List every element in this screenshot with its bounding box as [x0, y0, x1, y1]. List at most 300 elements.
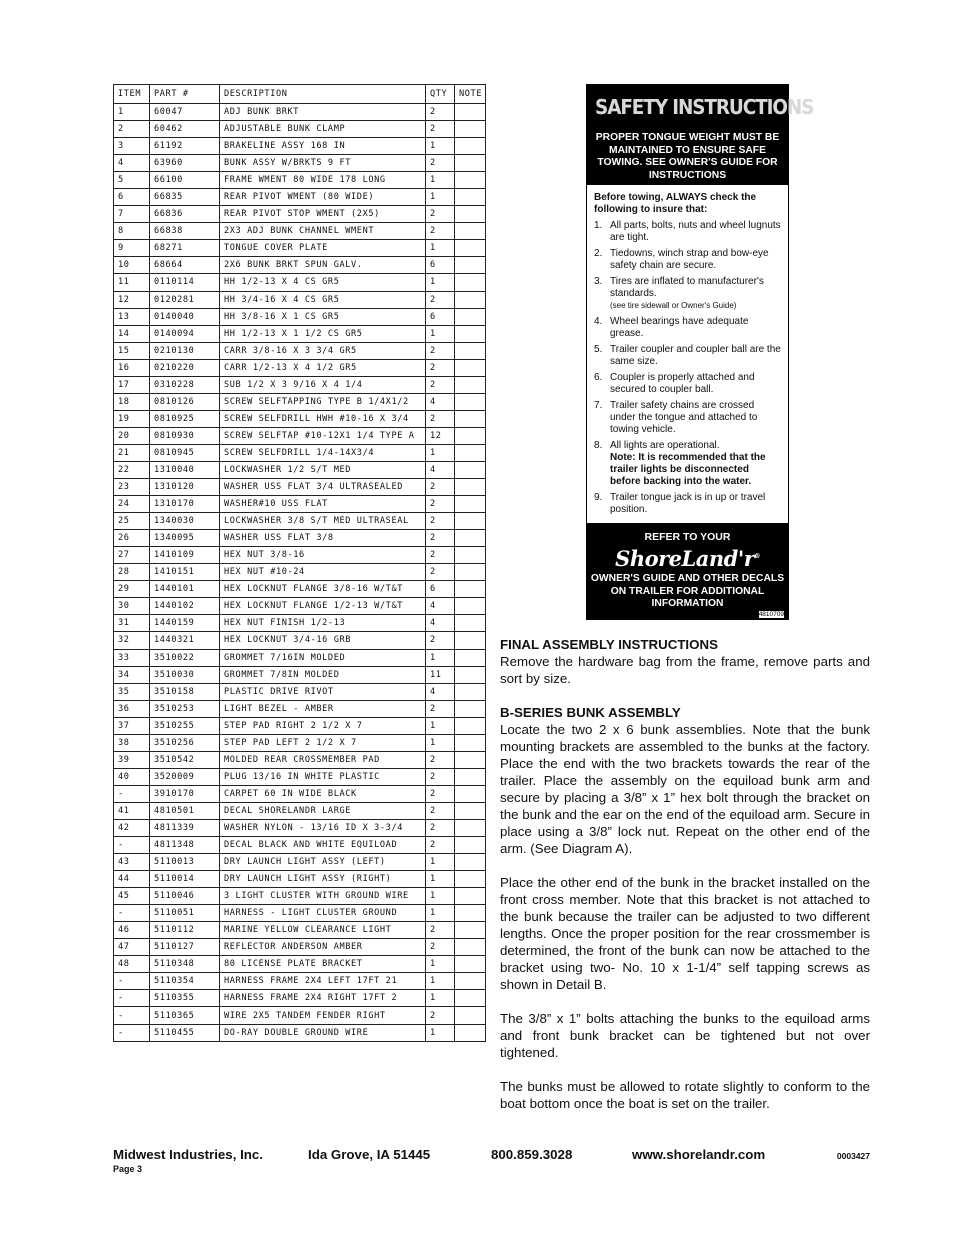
- cell-note: [455, 922, 486, 939]
- cell-item: 17: [114, 376, 150, 393]
- cell-description: ADJ BUNK BRKT: [220, 104, 426, 121]
- cell-part-number: 63960: [150, 155, 220, 172]
- cell-item: 10: [114, 257, 150, 274]
- cell-item: 24: [114, 496, 150, 513]
- cell-item: 5: [114, 172, 150, 189]
- cell-qty: 6: [426, 581, 455, 598]
- cell-description: TONGUE COVER PLATE: [220, 240, 426, 257]
- cell-description: MOLDED REAR CROSSMEMBER PAD: [220, 751, 426, 768]
- table-row: [114, 683, 486, 700]
- table-row: [114, 973, 486, 990]
- cell-part-number: 5110354: [150, 973, 220, 990]
- safety-header: [587, 85, 814, 185]
- cell-qty: 2: [426, 513, 455, 530]
- cell-description: HARNESS - LIGHT CLUSTER GROUND: [220, 905, 426, 922]
- table-row: [114, 802, 486, 819]
- cell-description: ADJUSTABLE BUNK CLAMP: [220, 121, 426, 138]
- document-number: 0003427: [836, 1151, 870, 1161]
- cell-part-number: 5110127: [150, 939, 220, 956]
- cell-qty: 2: [426, 768, 455, 785]
- cell-item: 23: [114, 479, 150, 496]
- cell-part-number: 1440159: [150, 615, 220, 632]
- cell-note: [455, 410, 486, 427]
- cell-part-number: 3910170: [150, 785, 220, 802]
- cell-note: [455, 376, 486, 393]
- cell-note: [455, 973, 486, 990]
- cell-part-number: 5110112: [150, 922, 220, 939]
- table-row: [114, 922, 486, 939]
- cell-part-number: 0810930: [150, 427, 220, 444]
- safety-item: 9. Trailer tongue jack is in up or travel position.: [594, 492, 766, 515]
- cell-description: DECAL SHORELANDR LARGE: [220, 802, 426, 819]
- table-row: [114, 888, 486, 905]
- table-row: [114, 410, 486, 427]
- table-row: [114, 871, 486, 888]
- cell-description: HEX LOCKNUT FLANGE 3/8-16 W/T&T: [220, 581, 426, 598]
- cell-note: [455, 359, 486, 376]
- cell-note: [455, 479, 486, 496]
- table-row: [114, 990, 486, 1007]
- cell-note: [455, 768, 486, 785]
- cell-part-number: 5110455: [150, 1024, 220, 1041]
- cell-qty: 1: [426, 240, 455, 257]
- cell-qty: 1: [426, 649, 455, 666]
- cell-qty: 2: [426, 206, 455, 223]
- cell-qty: 1: [426, 444, 455, 461]
- cell-qty: 2: [426, 837, 455, 854]
- table-row: [114, 274, 486, 291]
- cell-note: [455, 257, 486, 274]
- cell-note: [455, 598, 486, 615]
- cell-description: STEP PAD RIGHT 2 1/2 X 7: [220, 717, 426, 734]
- cell-note: [455, 172, 486, 189]
- cell-description: CARR 1/2-13 X 4 1/2 GR5: [220, 359, 426, 376]
- cell-note: [455, 871, 486, 888]
- cell-item: 48: [114, 956, 150, 973]
- cell-part-number: 1310120: [150, 479, 220, 496]
- cell-note: [455, 223, 486, 240]
- cell-description: REFLECTOR ANDERSON AMBER: [220, 939, 426, 956]
- cell-note: [455, 564, 486, 581]
- header-description: DESCRIPTION: [220, 85, 426, 104]
- cell-item: 25: [114, 513, 150, 530]
- refer-label: REFER TO YOUR: [644, 531, 731, 543]
- cell-part-number: 3520009: [150, 768, 220, 785]
- cell-qty: 1: [426, 888, 455, 905]
- cell-qty: 4: [426, 598, 455, 615]
- cell-note: [455, 138, 486, 155]
- table-row: [114, 1007, 486, 1024]
- cell-part-number: 0140040: [150, 308, 220, 325]
- table-row: [114, 444, 486, 461]
- table-row: [114, 291, 486, 308]
- safety-body: [587, 185, 788, 523]
- cell-item: 46: [114, 922, 150, 939]
- cell-description: 2X6 BUNK BRKT SPUN GALV.: [220, 257, 426, 274]
- cell-part-number: 0210130: [150, 342, 220, 359]
- cell-description: REAR PIVOT WMENT (80 WIDE): [220, 189, 426, 206]
- cell-note: [455, 956, 486, 973]
- cell-part-number: 60047: [150, 104, 220, 121]
- table-row: [114, 308, 486, 325]
- cell-qty: 1: [426, 717, 455, 734]
- cell-note: [455, 888, 486, 905]
- cell-description: HEX LOCKNUT 3/4-16 GRB: [220, 632, 426, 649]
- cell-part-number: 0110114: [150, 274, 220, 291]
- table-row: [114, 819, 486, 836]
- cell-part-number: 0810945: [150, 444, 220, 461]
- table-row: [114, 632, 486, 649]
- cell-note: [455, 990, 486, 1007]
- final-assembly-text: Remove the hardware bag from the frame, remove parts and sort by size.: [500, 654, 870, 686]
- table-row: [114, 325, 486, 342]
- cell-note: [455, 819, 486, 836]
- cell-note: [455, 837, 486, 854]
- cell-item: 12: [114, 291, 150, 308]
- cell-part-number: 5110355: [150, 990, 220, 1007]
- cell-part-number: 0210220: [150, 359, 220, 376]
- cell-item: -: [114, 837, 150, 854]
- cell-description: HH 3/8-16 X 1 CS GR5: [220, 308, 426, 325]
- safety-item: 2. Tiedowns, winch strap and bow-eye safety chain are secure.: [594, 248, 769, 271]
- cell-note: [455, 802, 486, 819]
- cell-qty: 1: [426, 854, 455, 871]
- safety-item: 1. All parts, bolts, nuts and wheel lugnuts are tight.: [594, 220, 781, 243]
- cell-qty: 11: [426, 666, 455, 683]
- cell-note: [455, 393, 486, 410]
- cell-item: 20: [114, 427, 150, 444]
- table-row: [114, 138, 486, 155]
- decal-code: 4810709: [758, 611, 784, 618]
- cell-item: -: [114, 1024, 150, 1041]
- header-note: NOTE: [455, 85, 486, 104]
- cell-description: HEX NUT #10-24: [220, 564, 426, 581]
- cell-part-number: 0810925: [150, 410, 220, 427]
- cell-item: 35: [114, 683, 150, 700]
- cell-note: [455, 1024, 486, 1041]
- parts-table-header: [114, 85, 486, 104]
- cell-note: [455, 325, 486, 342]
- cell-qty: 6: [426, 257, 455, 274]
- cell-part-number: 5110365: [150, 1007, 220, 1024]
- lights-note: Note: It is recommended that the trailer lights be disconnected before backing into the water.: [610, 452, 766, 487]
- cell-description: 3 LIGHT CLUSTER WITH GROUND WIRE: [220, 888, 426, 905]
- cell-note: [455, 308, 486, 325]
- cell-qty: 2: [426, 359, 455, 376]
- cell-description: SCREW SELFTAP #10-12X1 1/4 TYPE A: [220, 427, 426, 444]
- cell-note: [455, 206, 486, 223]
- cell-qty: 2: [426, 785, 455, 802]
- cell-note: [455, 121, 486, 138]
- cell-item: 1: [114, 104, 150, 121]
- cell-qty: 6: [426, 308, 455, 325]
- cell-qty: 4: [426, 615, 455, 632]
- table-row: [114, 854, 486, 871]
- cell-note: [455, 905, 486, 922]
- cell-note: [455, 189, 486, 206]
- cell-item: 42: [114, 819, 150, 836]
- cell-item: 45: [114, 888, 150, 905]
- cell-description: WASHER#10 USS FLAT: [220, 496, 426, 513]
- cell-part-number: 3510158: [150, 683, 220, 700]
- cell-qty: 2: [426, 376, 455, 393]
- cell-note: [455, 291, 486, 308]
- safety-item: 7. Trailer safety chains are crossed under the tongue and attached to towing vehicle.: [594, 400, 758, 435]
- cell-item: 19: [114, 410, 150, 427]
- cell-item: 37: [114, 717, 150, 734]
- cell-note: [455, 1007, 486, 1024]
- table-row: [114, 649, 486, 666]
- cell-description: LOCKWASHER 3/8 S/T MED ULTRASEAL: [220, 513, 426, 530]
- cell-qty: 1: [426, 990, 455, 1007]
- cell-qty: 2: [426, 751, 455, 768]
- cell-item: 30: [114, 598, 150, 615]
- cell-qty: 1: [426, 1024, 455, 1041]
- table-row: [114, 359, 486, 376]
- table-row: [114, 905, 486, 922]
- cell-item: 3: [114, 138, 150, 155]
- table-row: [114, 189, 486, 206]
- page-number: Page 3: [113, 1164, 143, 1174]
- cell-description: CARPET 60 IN WIDE BLACK: [220, 785, 426, 802]
- cell-note: [455, 683, 486, 700]
- company-name: Midwest Industries, Inc.: [113, 1147, 263, 1162]
- cell-part-number: 1410109: [150, 547, 220, 564]
- cell-qty: 2: [426, 223, 455, 240]
- cell-description: FRAME WMENT 80 WIDE 178 LONG: [220, 172, 426, 189]
- cell-description: SCREW SELFTAPPING TYPE B 1/4X1/2: [220, 393, 426, 410]
- company-city: Ida Grove, IA 51445: [308, 1147, 431, 1162]
- cell-description: DRY LAUNCH LIGHT ASSY (LEFT): [220, 854, 426, 871]
- cell-part-number: 61192: [150, 138, 220, 155]
- table-row: [114, 666, 486, 683]
- cell-part-number: 66838: [150, 223, 220, 240]
- bunk-paragraph: The bunks must be allowed to rotate slightly to conform to the boat bottom once the boat is set on the trailer.: [500, 1079, 870, 1111]
- cell-item: 34: [114, 666, 150, 683]
- cell-qty: 2: [426, 479, 455, 496]
- cell-item: 6: [114, 189, 150, 206]
- cell-qty: 2: [426, 700, 455, 717]
- table-row: [114, 734, 486, 751]
- table-row: [114, 121, 486, 138]
- cell-note: [455, 530, 486, 547]
- cell-item: 33: [114, 649, 150, 666]
- cell-part-number: 1310040: [150, 461, 220, 478]
- cell-qty: 2: [426, 819, 455, 836]
- table-row: [114, 837, 486, 854]
- cell-description: CARR 3/8-16 X 3 3/4 GR5: [220, 342, 426, 359]
- cell-item: 2: [114, 121, 150, 138]
- cell-item: -: [114, 973, 150, 990]
- table-row: [114, 223, 486, 240]
- cell-note: [455, 496, 486, 513]
- cell-item: 14: [114, 325, 150, 342]
- table-row: [114, 939, 486, 956]
- safety-instructions-card: [586, 84, 814, 620]
- cell-note: [455, 513, 486, 530]
- cell-description: LOCKWASHER 1/2 S/T MED: [220, 461, 426, 478]
- tire-note: (see tire sidewall or Owner's Guide): [610, 301, 737, 310]
- table-row: [114, 785, 486, 802]
- cell-item: 9: [114, 240, 150, 257]
- cell-part-number: 1340095: [150, 530, 220, 547]
- cell-item: 16: [114, 359, 150, 376]
- header-qty: QTY: [426, 85, 455, 104]
- bunk-paragraph: Locate the two 2 x 6 bunk assemblies. Note that the bunk mounting brackets are assembled to the bunks at the factory. Place the end with the two brackets towards the rear of the trailer. Place the assembly on the equiload bunk arm and secure by placing a 3/8” x 1” hex bolt through the bracket on the bunk and the ear on the end of the equiload arm. Secure in place using a 3/8” lock nut. Repeat on the other end of the arm. (See Diagram A).: [500, 722, 870, 856]
- cell-part-number: 1410151: [150, 564, 220, 581]
- cell-part-number: 1440102: [150, 598, 220, 615]
- cell-description: DRY LAUNCH LIGHT ASSY (RIGHT): [220, 871, 426, 888]
- cell-note: [455, 717, 486, 734]
- cell-note: [455, 274, 486, 291]
- cell-part-number: 1340030: [150, 513, 220, 530]
- cell-note: [455, 155, 486, 172]
- table-row: [114, 342, 486, 359]
- table-row: [114, 496, 486, 513]
- cell-qty: 1: [426, 734, 455, 751]
- cell-part-number: 68271: [150, 240, 220, 257]
- cell-item: -: [114, 905, 150, 922]
- cell-note: [455, 649, 486, 666]
- cell-item: 43: [114, 854, 150, 871]
- cell-qty: 1: [426, 956, 455, 973]
- cell-qty: 2: [426, 291, 455, 308]
- cell-part-number: 5110013: [150, 854, 220, 871]
- cell-item: -: [114, 785, 150, 802]
- cell-description: SUB 1/2 X 3 9/16 X 4 1/4: [220, 376, 426, 393]
- cell-qty: 2: [426, 922, 455, 939]
- cell-note: [455, 342, 486, 359]
- cell-qty: 2: [426, 410, 455, 427]
- cell-qty: 1: [426, 871, 455, 888]
- assembly-instructions: [500, 636, 870, 1112]
- cell-note: [455, 734, 486, 751]
- cell-part-number: 4810501: [150, 802, 220, 819]
- table-row: [114, 240, 486, 257]
- cell-item: 21: [114, 444, 150, 461]
- cell-note: [455, 461, 486, 478]
- cell-item: 11: [114, 274, 150, 291]
- bunk-paragraph: Place the other end of the bunk in the bracket installed on the front cross member. Note that this bracket is not attached to the bunk because the trailer can be adjusted to two different lengths. Once the proper position for the rear crossmember is determined, the front of the bunk can now be attached to the bracket using two- No. 10 x 1-1/4” self tapping screws as shown in Detail B.: [500, 875, 870, 992]
- safety-footer: [587, 523, 788, 619]
- cell-part-number: 0120281: [150, 291, 220, 308]
- cell-qty: 2: [426, 564, 455, 581]
- page-footer: [113, 1147, 870, 1177]
- cell-qty: 2: [426, 155, 455, 172]
- cell-qty: 2: [426, 939, 455, 956]
- cell-qty: 2: [426, 496, 455, 513]
- safety-item: 5. Trailer coupler and coupler ball are the same size.: [594, 344, 781, 367]
- company-phone: 800.859.3028: [491, 1147, 573, 1162]
- cell-item: 22: [114, 461, 150, 478]
- cell-item: 15: [114, 342, 150, 359]
- cell-item: 41: [114, 802, 150, 819]
- cell-item: 44: [114, 871, 150, 888]
- cell-description: GROMMET 7/8IN MOLDED: [220, 666, 426, 683]
- cell-description: GROMMET 7/16IN MOLDED: [220, 649, 426, 666]
- cell-part-number: 5110046: [150, 888, 220, 905]
- cell-note: [455, 581, 486, 598]
- cell-qty: 1: [426, 189, 455, 206]
- tongue-weight-warning: PROPER TONGUE WEIGHT MUST BE MAINTAINED TO ENSURE SAFE TOWING. SEE OWNER'S GUIDE FOR INSTRUCTIONS: [595, 132, 780, 181]
- cell-item: 27: [114, 547, 150, 564]
- cell-part-number: 3510253: [150, 700, 220, 717]
- cell-note: [455, 751, 486, 768]
- final-assembly-heading: FINAL ASSEMBLY INSTRUCTIONS: [500, 637, 718, 652]
- cell-description: WASHER NYLON - 13/16 ID X 3-3/4: [220, 819, 426, 836]
- cell-description: STEP PAD LEFT 2 1/2 X 7: [220, 734, 426, 751]
- cell-description: HEX NUT FINISH 1/2-13: [220, 615, 426, 632]
- cell-note: [455, 632, 486, 649]
- cell-item: 13: [114, 308, 150, 325]
- table-row: [114, 513, 486, 530]
- cell-note: [455, 104, 486, 121]
- safety-item: 8. All lights are operational. Note: It is recommended that the trailer lights be disconnected before backing into the water.: [594, 440, 766, 487]
- cell-qty: 2: [426, 104, 455, 121]
- table-row: [114, 257, 486, 274]
- cell-item: 32: [114, 632, 150, 649]
- cell-description: PLUG 13/16 IN WHITE PLASTIC: [220, 768, 426, 785]
- cell-item: 29: [114, 581, 150, 598]
- safety-item: 3. Tires are inflated to manufacturer's standards. (see tire sidewall or Owner's Guide): [594, 276, 782, 312]
- cell-part-number: 5110014: [150, 871, 220, 888]
- cell-part-number: 3510030: [150, 666, 220, 683]
- table-row: [114, 530, 486, 547]
- cell-part-number: 3510542: [150, 751, 220, 768]
- cell-note: [455, 854, 486, 871]
- cell-description: SCREW SELFDRILL HWH #10-16 X 3/4: [220, 410, 426, 427]
- cell-part-number: 3510022: [150, 649, 220, 666]
- cell-item: 38: [114, 734, 150, 751]
- shorelandr-logo: ShoreLand'r®: [615, 546, 760, 571]
- cell-description: SCREW SELFDRILL 1/4-14X3/4: [220, 444, 426, 461]
- parts-table-body: [114, 104, 486, 1042]
- table-row: [114, 581, 486, 598]
- cell-description: PLASTIC DRIVE RIVOT: [220, 683, 426, 700]
- cell-item: 40: [114, 768, 150, 785]
- table-row: [114, 479, 486, 496]
- cell-qty: 4: [426, 461, 455, 478]
- cell-description: BUNK ASSY W/BRKTS 9 FT: [220, 155, 426, 172]
- cell-part-number: 5110348: [150, 956, 220, 973]
- table-row: [114, 547, 486, 564]
- cell-item: 4: [114, 155, 150, 172]
- cell-item: 47: [114, 939, 150, 956]
- cell-note: [455, 700, 486, 717]
- cell-part-number: 0310228: [150, 376, 220, 393]
- cell-qty: 1: [426, 325, 455, 342]
- cell-qty: 1: [426, 274, 455, 291]
- parts-table: [113, 84, 486, 1042]
- table-row: [114, 427, 486, 444]
- cell-item: 26: [114, 530, 150, 547]
- cell-description: REAR PIVOT STOP WMENT (2X5): [220, 206, 426, 223]
- cell-description: HH 1/2-13 X 1 1/2 CS GR5: [220, 325, 426, 342]
- cell-note: [455, 785, 486, 802]
- cell-description: HARNESS FRAME 2X4 RIGHT 17FT 2: [220, 990, 426, 1007]
- table-row: [114, 393, 486, 410]
- cell-description: WIRE 2X5 TANDEM FENDER RIGHT: [220, 1007, 426, 1024]
- cell-part-number: 5110051: [150, 905, 220, 922]
- cell-description: HH 3/4-16 X 4 CS GR5: [220, 291, 426, 308]
- cell-part-number: 1310170: [150, 496, 220, 513]
- cell-description: HARNESS FRAME 2X4 LEFT 17FT 21: [220, 973, 426, 990]
- table-row: [114, 104, 486, 121]
- cell-qty: 1: [426, 905, 455, 922]
- cell-part-number: 4811348: [150, 837, 220, 854]
- cell-description: BRAKELINE ASSY 168 IN: [220, 138, 426, 155]
- table-row: [114, 461, 486, 478]
